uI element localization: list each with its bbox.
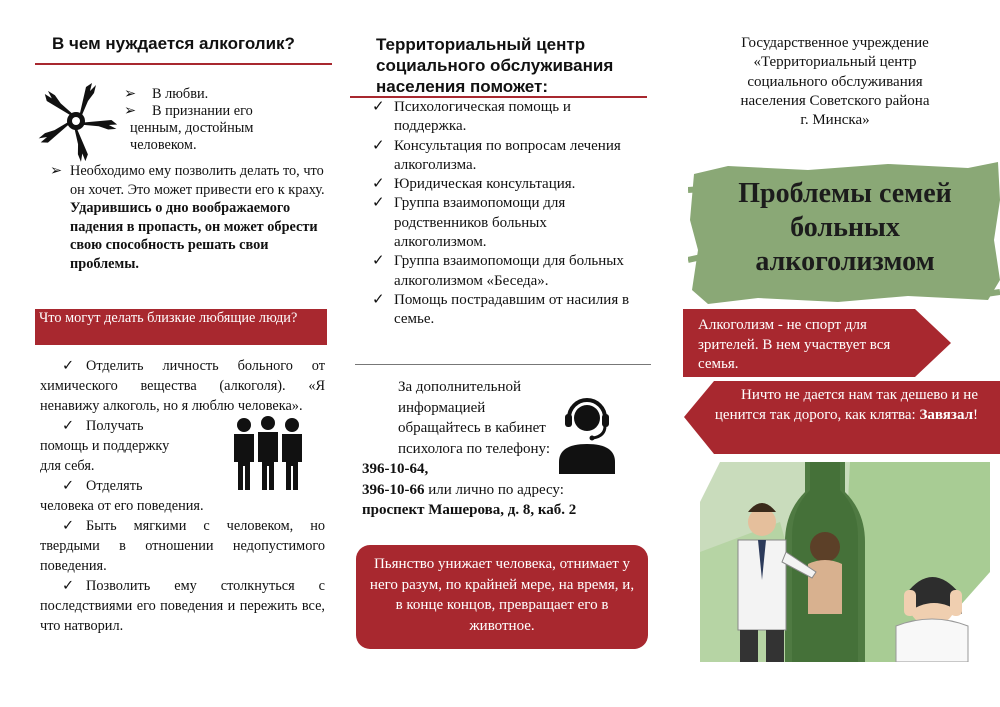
check-icon: ✓ xyxy=(62,518,74,534)
list-item: ✓ Консультация по вопросам лечения алкоголизма. xyxy=(372,137,621,173)
arrow-banner-text: Алкоголизм - не спорт для зрителей. В нем участвует вся семья. xyxy=(698,317,891,372)
services-list xyxy=(372,98,637,330)
heading-divider xyxy=(35,63,332,65)
list-item-continuation: человека от его поведения. xyxy=(40,498,204,514)
needs-list xyxy=(120,86,330,154)
check-icon: ✓ xyxy=(62,478,74,494)
phone-number: 396-10-64, xyxy=(362,461,429,477)
list-item: ✓ Группа взаимопомощи для родственников больных алкоголизмом. xyxy=(372,195,566,251)
check-icon: ✓ xyxy=(62,358,74,374)
contact-phones: 396-10-64, 396-10-66 или лично по адресу: xyxy=(362,461,564,498)
contact-intro: За дополнительной информацией обращайтесь в кабинет психолога по телефону: xyxy=(398,379,551,457)
arrow-bullet-icon: ➢ xyxy=(124,103,136,119)
list-item-continuation: для себя. xyxy=(40,458,95,474)
needs-list-extra xyxy=(50,162,332,273)
column2-heading: Территориальный центр социального обслуживания населения поможет: xyxy=(376,35,614,96)
organization-name: Государственное учреждение «Территориальный центр социального обслуживания населения Советского района г. Минска» xyxy=(740,35,930,129)
list-item: ✓ Позволить ему столкнуться с последствиями его поведения и пережить все, что натворил. xyxy=(40,578,325,634)
list-item: ✓ Помощь пострадавшим от насилия в семье. xyxy=(372,291,630,328)
address: проспект Машерова, д. 8, каб. 2 xyxy=(362,502,577,518)
hands-circle-icon xyxy=(35,80,117,162)
call-center-operator-icon xyxy=(555,396,619,474)
emphasis-word: Завязал xyxy=(919,406,973,423)
section-divider xyxy=(355,364,651,365)
list-item: ✓ Отделить личность больного от химического вещества (алкоголя). «Я ненавижу алкоголь, но я люблю человека». xyxy=(40,358,325,414)
brochure-title: Проблемы семей больных алкоголизмом xyxy=(738,178,952,277)
check-icon: ✓ xyxy=(372,99,385,115)
list-item: ✓ Получать xyxy=(62,418,144,434)
check-icon: ✓ xyxy=(372,176,385,193)
list-item: ✓ Быть мягкими с человеком, но твердыми в отношении недопустимого поведения. xyxy=(40,518,325,574)
people-group-icon xyxy=(228,414,308,492)
list-item: ✓ Психологическая помощь и поддержка. xyxy=(372,99,571,135)
check-icon: ✓ xyxy=(62,418,74,434)
list-item-continuation: помощь и поддержку xyxy=(40,438,170,454)
list-item-continuation: человеком. xyxy=(130,137,197,153)
arrow-bullet-icon: ➢ xyxy=(124,86,136,102)
advice-list xyxy=(40,356,325,636)
list-item: ➢ Необходимо ему позволить делать то, что он хочет. Это может привести его к краху. Ударившись о дно воображаемого падения в пропасть, он может обрести свою способность решать свои проблемы. xyxy=(50,163,325,272)
list-item: ➢ В любви. xyxy=(124,86,209,102)
column1-heading: В чем нуждается алкоголик? xyxy=(52,34,295,53)
list-item: ✓ Отделять xyxy=(62,478,143,494)
check-icon: ✓ xyxy=(372,137,385,154)
family-alcoholism-illustration xyxy=(700,462,990,662)
list-item-continuation: ценным, достойным xyxy=(130,120,254,136)
arrow-bullet-icon: ➢ xyxy=(50,163,62,179)
check-icon: ✓ xyxy=(372,253,385,270)
list-item: ✓ Юридическая консультация. xyxy=(372,175,637,194)
check-icon: ✓ xyxy=(372,291,385,308)
bold-statement: Ударившись о дно воображаемого падения в пропасть, он может обрести свою способность решать свои проблемы. xyxy=(70,200,318,272)
phone-number: 396-10-66 xyxy=(362,481,425,498)
check-icon: ✓ xyxy=(62,578,74,594)
quote-box: Пьянство унижает человека, отнимает у него разум, по крайней мере, на время, и, в конце концов, превращает его в животное. xyxy=(356,545,648,649)
list-item: ✓ Группа взаимопомощи для больных алкоголизмом «Беседа». xyxy=(372,253,624,289)
section-band: Что могут делать близкие любящие люди? xyxy=(35,309,327,345)
arrow-banner-text: Ничто не дается нам так дешево и не ценится так дорого, как клятва: Завязал! xyxy=(714,387,978,423)
list-item: ➢ В признании его xyxy=(124,103,253,119)
check-icon: ✓ xyxy=(372,195,385,212)
